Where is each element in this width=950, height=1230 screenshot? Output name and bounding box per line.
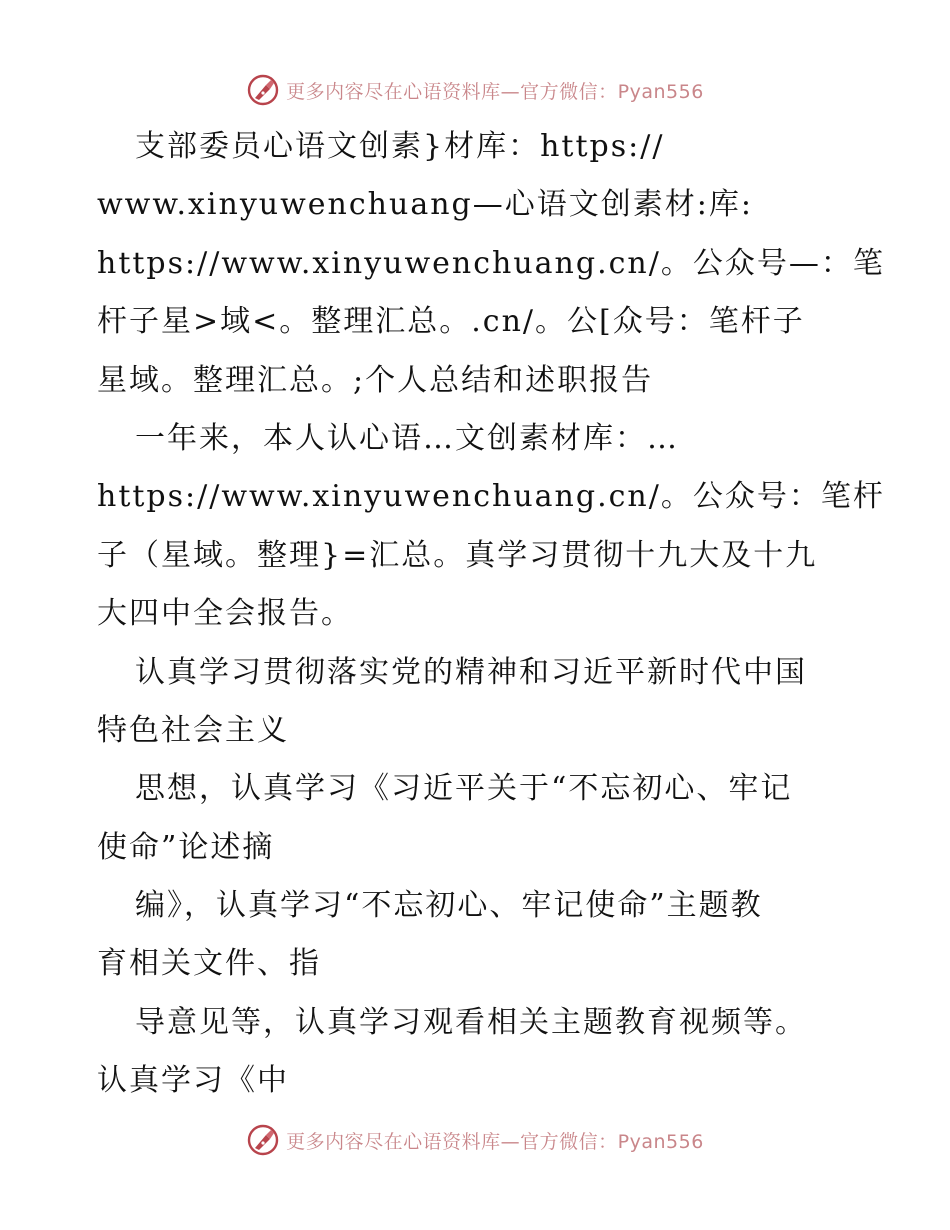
text-line: 大四中全会报告。 (97, 596, 353, 632)
text-line: 认真学习《中 (97, 1063, 289, 1099)
text-line: 导意见等，认真学习观看相关主题教育视频等。 (135, 1004, 807, 1040)
text-line: 星域。整理汇总。;个人总结和述职报告 (97, 362, 654, 398)
text-line: 认真学习贯彻落实党的精神和习近平新时代中国 (135, 654, 807, 690)
text-line: 支部委员心语文创素}材库：https:// (135, 129, 665, 164)
document-body (97, 118, 885, 1111)
text-line: https://www.xinyuwenchuang.cn/。公众号—：笔 (97, 245, 885, 281)
header-banner-text: 更多内容尽在心语资料库—官方微信：Pyan556 (286, 80, 704, 103)
text-line: 使命”论述摘 (97, 829, 275, 865)
header-banner (0, 70, 950, 110)
text-line: 育相关文件、指 (97, 946, 321, 982)
footer-banner-text: 更多内容尽在心语资料库—官方微信：Pyan556 (286, 1130, 704, 1153)
text-line: 一年来，本人认心语…文创素材库：… (135, 420, 679, 456)
footer-banner (0, 1120, 950, 1160)
text-line: https://www.xinyuwenchuang.cn/。公众号：笔杆 (97, 479, 885, 515)
text-line: 子（星域。整理}=汇总。真学习贯彻十九大及十九 (97, 537, 818, 573)
text-line: www.xinyuwenchuang—心语文创素材:库: (97, 187, 753, 223)
text-line: 特色社会主义 (97, 712, 289, 748)
pen-nib-logo-icon (246, 1123, 280, 1157)
pen-nib-logo-icon (246, 73, 280, 107)
text-line: 编》，认真学习“不忘初心、牢记使命”主题教 (135, 888, 763, 924)
text-line: 杆子星>域<。整理汇总。.cn/。公[众号：笔杆子 (97, 304, 805, 340)
text-line: 思想，认真学习《习近平关于“不忘初心、牢记 (135, 771, 793, 807)
